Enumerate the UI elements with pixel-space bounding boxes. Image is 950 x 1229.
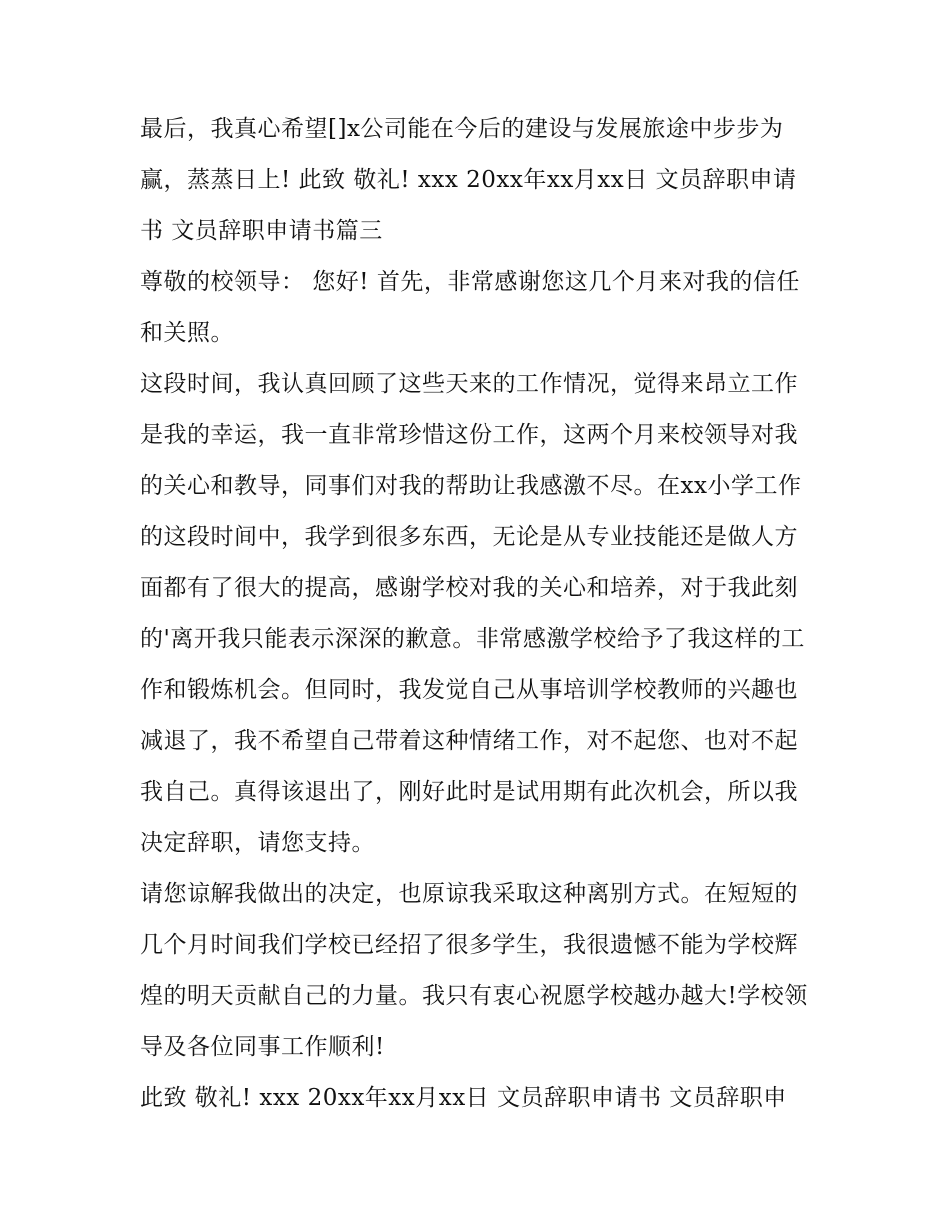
- paragraph-body-apology: 请您谅解我做出的决定，也原谅我采取这种离别方式。在短短的几个月时间我们学校已经招了很多学生，我很遗憾不能为学校辉煌的明天贡献自己的力量。我只有衷心祝愿学校越办越大!学校领导及各位同事工作顺利!: [140, 881, 808, 1060]
- paragraph-body-reflection: 这段时间，我认真回顾了这些天来的工作情况，觉得来昂立工作是我的幸运，我一直非常珍惜这份工作，这两个月来校领导对我的关心和教导，同事们对我的帮助让我感激不尽。在xx小学工作的这段时间中，我学到很多东西，无论是从专业技能还是做人方面都有了很大的提高，感谢学校对我的关心和培养，对于我此刻的'离开我只能表示深深的歉意。非常感激学校给予了我这样的工作和锻炼机会。但同时，我发觉自己从事培训学校教师的兴趣也减退了，我不希望自己带着这种情绪工作，对不起您、也对不起我自己。真得该退出了，刚好此时是试用期有此次机会，所以我决定辞职，请您支持。: [140, 371, 805, 856]
- paragraph-closing-previous: 最后，我真心希望[]x公司能在今后的建设与发展旅途中步步为赢，蒸蒸日上! 此致 敬礼! xxx 20xx年xx月xx日 文员辞职申请书 文员辞职申请书篇三: [140, 116, 797, 244]
- paragraph-sign-off: 此致 敬礼! xxx 20xx年xx月xx日 文员辞职申请书 文员辞职申: [140, 1085, 787, 1111]
- document-body: [140, 104, 820, 1124]
- paragraph-salutation: 尊敬的校领导： 您好! 首先，非常感谢您这几个月来对我的信任和关照。: [140, 269, 800, 346]
